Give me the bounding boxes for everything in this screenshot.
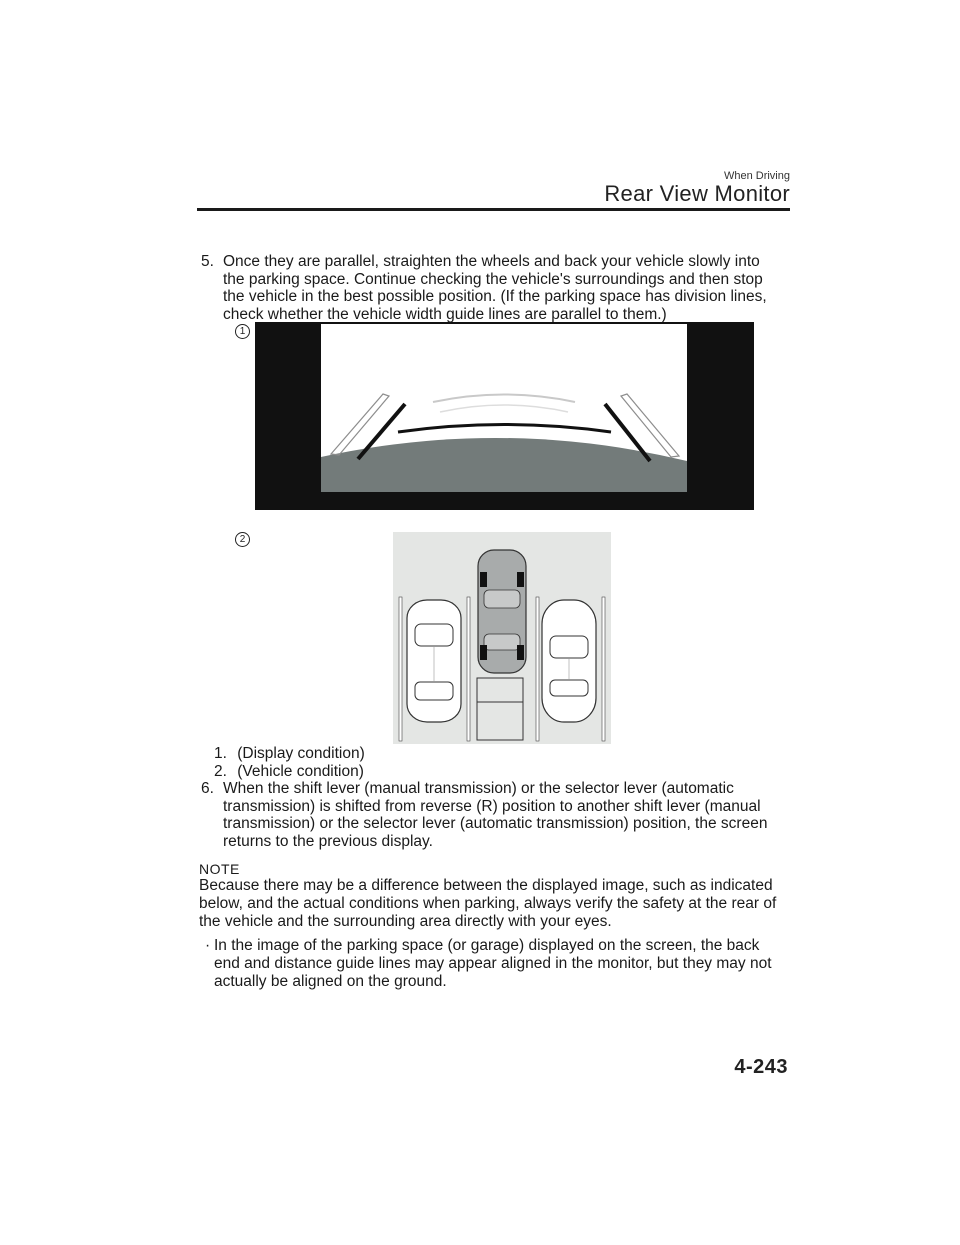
step-6-line: When the shift lever (manual transmission) or the selector lever (automatic <box>223 780 734 797</box>
caption-2 <box>214 763 364 780</box>
step-5-line: check whether the vehicle width guide lines are parallel to them.) <box>223 305 667 323</box>
parking-line <box>536 597 539 741</box>
parked-car-right <box>542 600 596 722</box>
caption-1 <box>214 745 365 762</box>
step-6-line: transmission) or the selector lever (automatic transmission) position, the screen <box>223 815 768 832</box>
header-section-label: When Driving <box>723 170 790 182</box>
note-line: below, and the actual conditions when parking, always verify the safety at the rear of <box>199 895 777 912</box>
step-5 <box>201 253 793 323</box>
parking-line <box>467 597 470 741</box>
bullet-line: end and distance guide lines may appear aligned in the monitor, but they may not <box>214 955 772 972</box>
parked-car-left <box>407 600 461 722</box>
display-condition-figure <box>255 322 754 510</box>
step-6-line: transmission) is shifted from reverse (R) position to another shift lever (manual <box>223 797 761 815</box>
header-rule <box>197 208 790 211</box>
step-5-line: Once they are parallel, straighten the wheels and back your vehicle slowly into <box>223 253 760 270</box>
caption-number: 1. <box>214 745 227 762</box>
step-6 <box>201 780 793 850</box>
page-number: 4-243 <box>734 1056 788 1078</box>
figure-label-2: 2 <box>235 532 250 547</box>
caption-text: (Vehicle condition) <box>237 763 364 780</box>
note-body <box>199 877 799 931</box>
step-5-number: 5. <box>201 253 214 270</box>
note-title: NOTE <box>199 861 240 877</box>
note-bullet <box>205 937 772 991</box>
figure-label-1: 1 <box>235 324 250 339</box>
note-line: the vehicle and the surrounding area directly with your eyes. <box>199 913 612 930</box>
parking-line <box>602 597 605 741</box>
step-6-line: returns to the previous display. <box>223 832 433 850</box>
parking-line <box>399 597 402 741</box>
reversing-car <box>478 550 526 673</box>
caption-number: 2. <box>214 763 227 780</box>
step-6-number: 6. <box>201 780 214 797</box>
bullet-line: In the image of the parking space (or garage) displayed on the screen, the back <box>214 937 760 954</box>
step-5-line: the vehicle in the best possible position. (If the parking space has division lines, <box>223 288 767 305</box>
bullet-marker: · <box>205 937 211 954</box>
caption-text: (Display condition) <box>237 745 365 762</box>
vehicle-condition-figure <box>393 532 611 744</box>
step-5-line: the parking space. Continue checking the vehicle's surroundings and then stop <box>223 270 763 288</box>
bullet-line: actually be aligned on the ground. <box>214 973 447 990</box>
note-line: Because there may be a difference between the displayed image, such as indicated <box>199 877 773 894</box>
page-title: Rear View Monitor <box>604 181 790 206</box>
